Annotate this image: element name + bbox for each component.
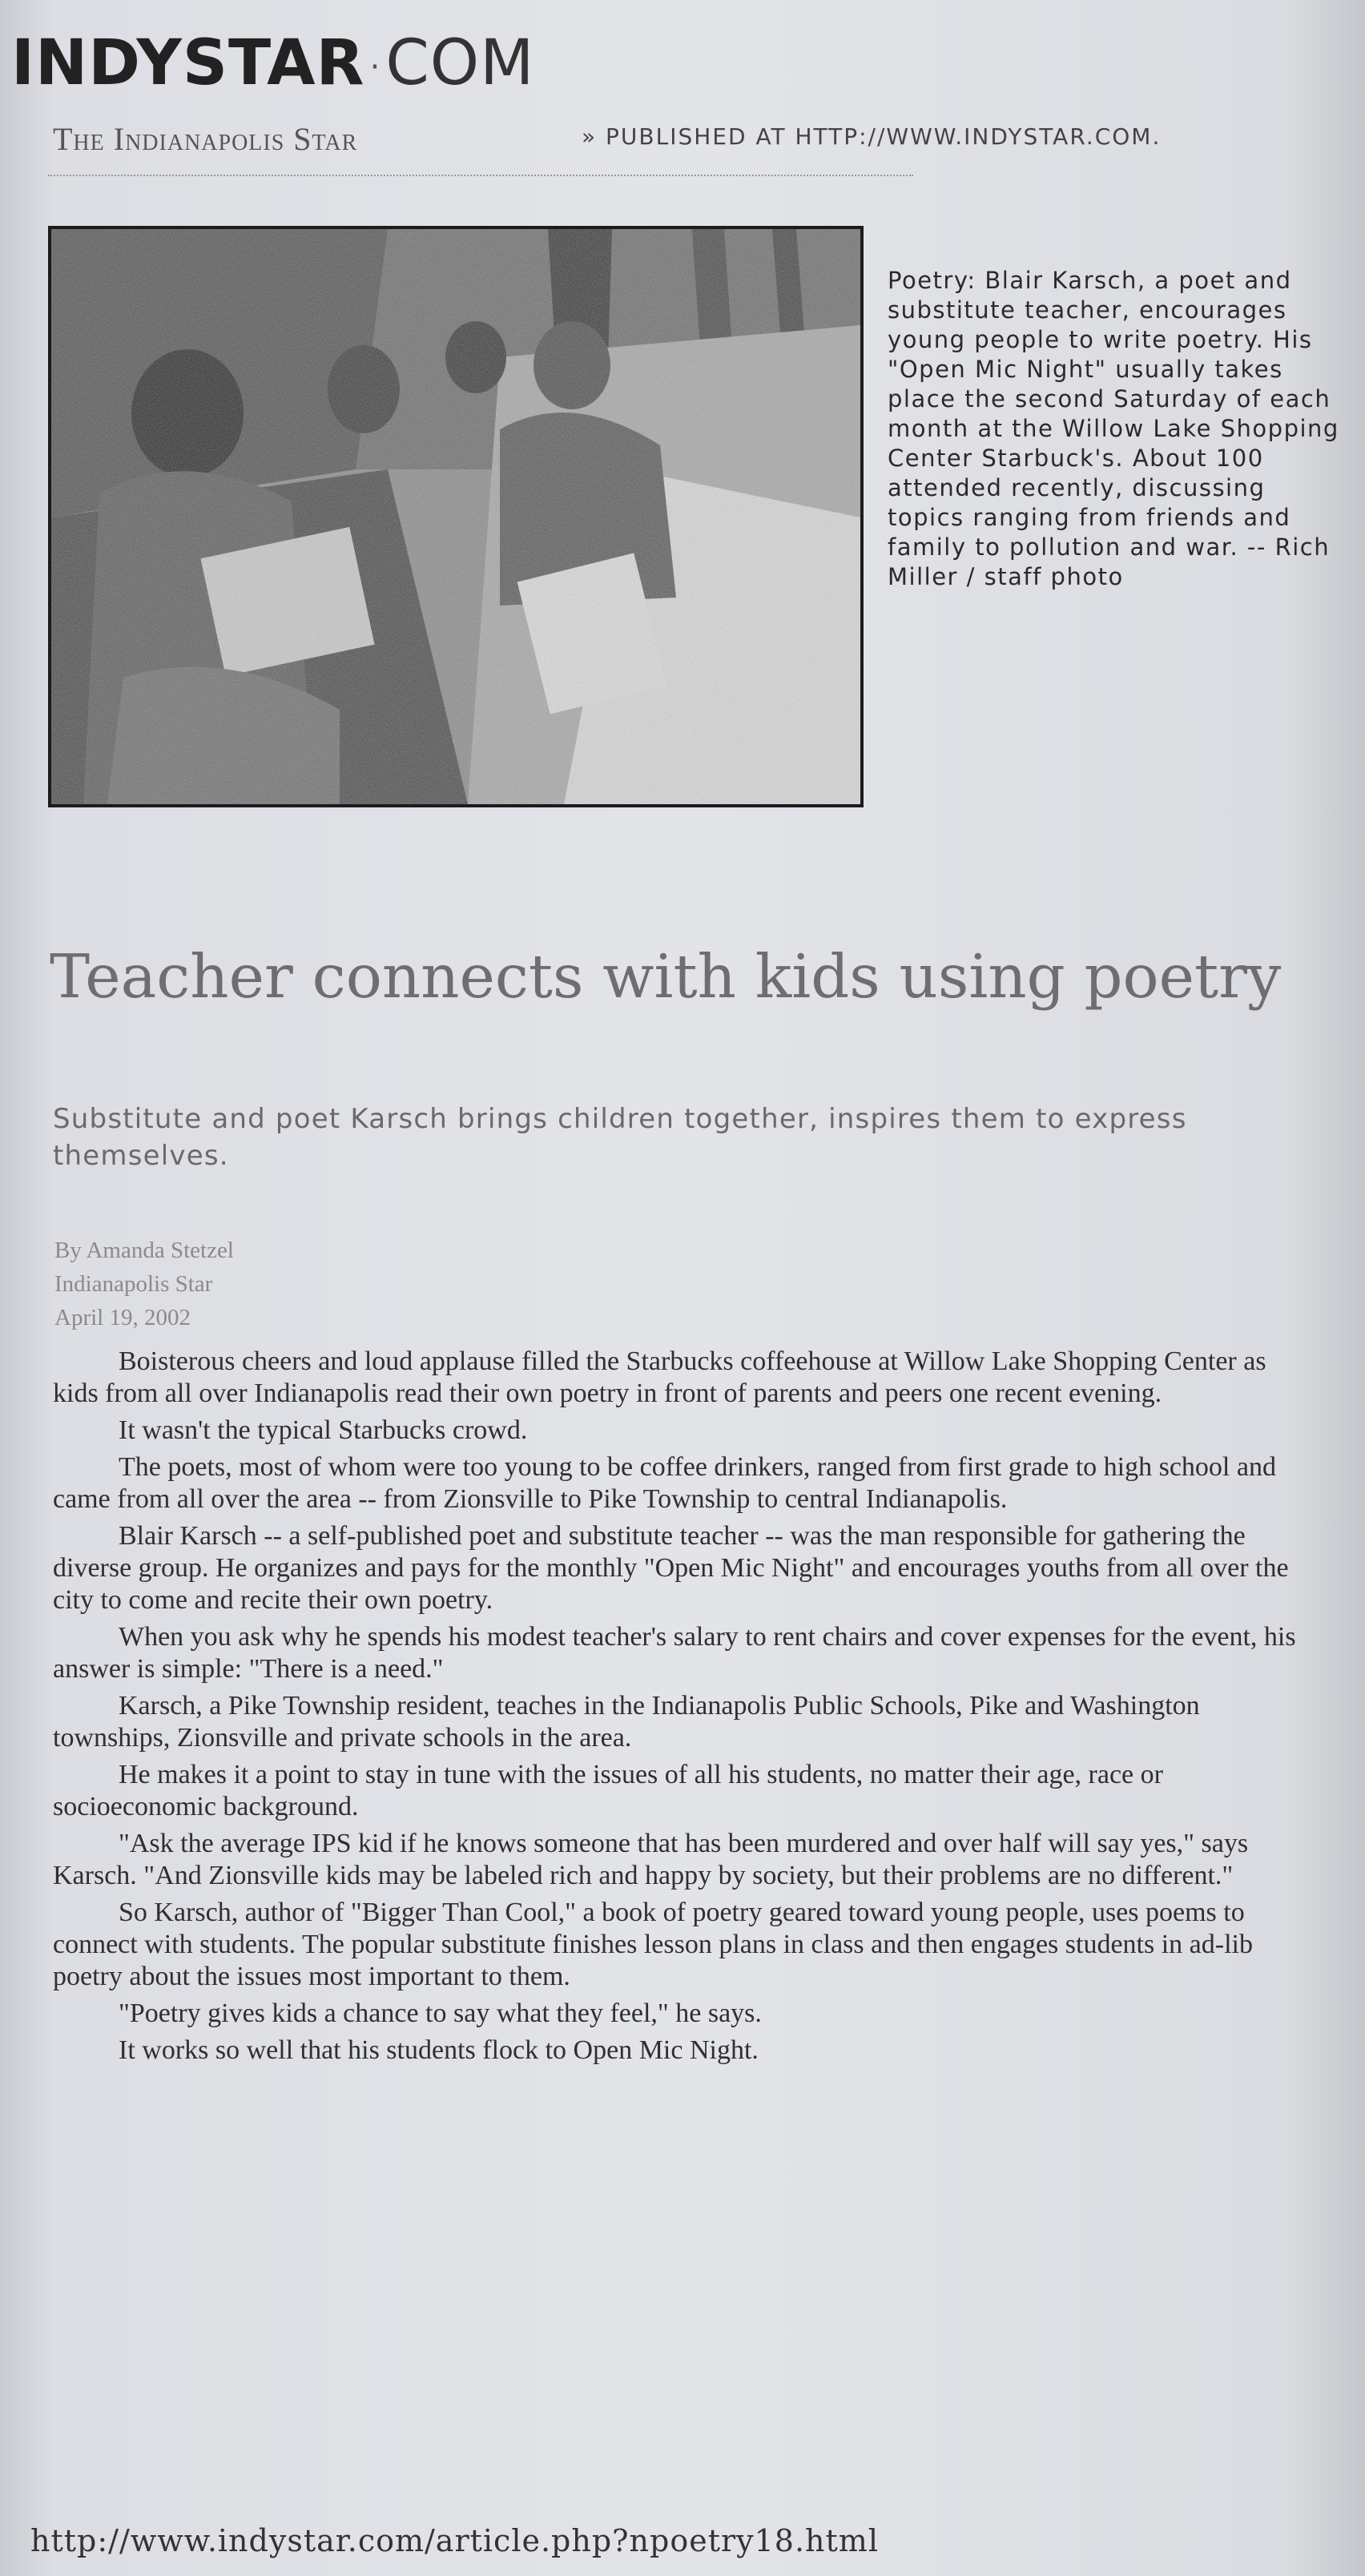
brand-com: COM	[385, 27, 535, 99]
photo-caption: Poetry: Blair Karsch, a poet and substitute teacher, encourages young people to write poetry. His "Open Mic Night" usually takes place the second Saturday of each month at the Willow Lake Shopping Center Starbuck's. About 100 attended recently, discussing topics ranging from friends and family to pollution and war. -- Rich Miller / staff photo	[888, 267, 1339, 590]
byline-block	[54, 1234, 234, 1334]
article-paragraph: Blair Karsch -- a self-published poet and substitute teacher -- was the man responsible for gathering the diverse group. He organizes and pays for the monthly "Open Mic Night" and encourages youths from all over the city to come and recite their own poetry.	[53, 1521, 1289, 1615]
article-paragraph: He makes it a point to stay in tune with the issues of all his students, no matter their age, race or socioeconomic background.	[53, 1760, 1163, 1821]
paper-name: The Indianapolis Star	[53, 121, 358, 157]
masthead	[11, 27, 535, 99]
article-paragraph: Karsch, a Pike Township resident, teaches in the Indianapolis Public Schools, Pike and Washington townships, Zionsville and private schools in the area.	[53, 1691, 1200, 1753]
publish-date: April 19, 2002	[54, 1305, 191, 1330]
outlet-name: Indianapolis Star	[54, 1271, 213, 1297]
article-dek: Substitute and poet Karsch brings children together, inspires them to express themselves.	[53, 1103, 1187, 1172]
article-paragraph: It works so well that his students flock to Open Mic Night.	[119, 2035, 759, 2065]
article-headline: Teacher connects with kids using poetry	[50, 941, 1282, 1012]
article-paragraph: When you ask why he spends his modest teacher's salary to rent chairs and cover expenses for the event, his answer is simple: "There is a need."	[53, 1622, 1296, 1684]
article-paragraph: So Karsch, author of "Bigger Than Cool," a book of poetry geared toward young people, uses poems to connect with students. The popular substitute finishes lesson plans in class and then engages students in ad-lib poetry about the issues most important to them.	[53, 1898, 1253, 1991]
author-byline: By Amanda Stetzel	[54, 1238, 234, 1263]
article-paragraph: "Ask the average IPS kid if he knows someone that has been murdered and over half will say yes," says Karsch. "And Zionsville kids may be labeled rich and happy by society, but their problems are no different."	[53, 1829, 1249, 1890]
article-url-link[interactable]: http://www.indystar.com/article.php?npoetry18.html	[30, 2523, 879, 2558]
article-paragraph: The poets, most of whom were too young to be coffee drinkers, ranged from first grade to high school and came from all over the area -- from Zionsville to Pike Township to central Indianapolis.	[53, 1452, 1276, 1514]
published-note: » PUBLISHED AT HTTP://WWW.INDYSTAR.COM.	[582, 123, 1162, 150]
article-photo	[48, 226, 864, 807]
article-paragraph: "Poetry gives kids a chance to say what they feel," he says.	[119, 1998, 762, 2028]
masthead-divider	[48, 175, 913, 176]
brand-dot: ·	[369, 48, 381, 86]
article-paragraph: It wasn't the typical Starbucks crowd.	[119, 1415, 528, 1445]
brand-main: INDYSTAR	[11, 27, 365, 99]
photo-image	[51, 229, 860, 804]
site-logo[interactable]	[11, 27, 535, 99]
article-paragraph: Boisterous cheers and loud applause filled the Starbucks coffeehouse at Willow Lake Shopping Center as kids from all over Indianapolis read their own poetry in front of parents and peers one recent evening.	[53, 1346, 1266, 1408]
masthead-subline	[53, 120, 1162, 158]
article-body	[53, 1346, 1311, 2071]
